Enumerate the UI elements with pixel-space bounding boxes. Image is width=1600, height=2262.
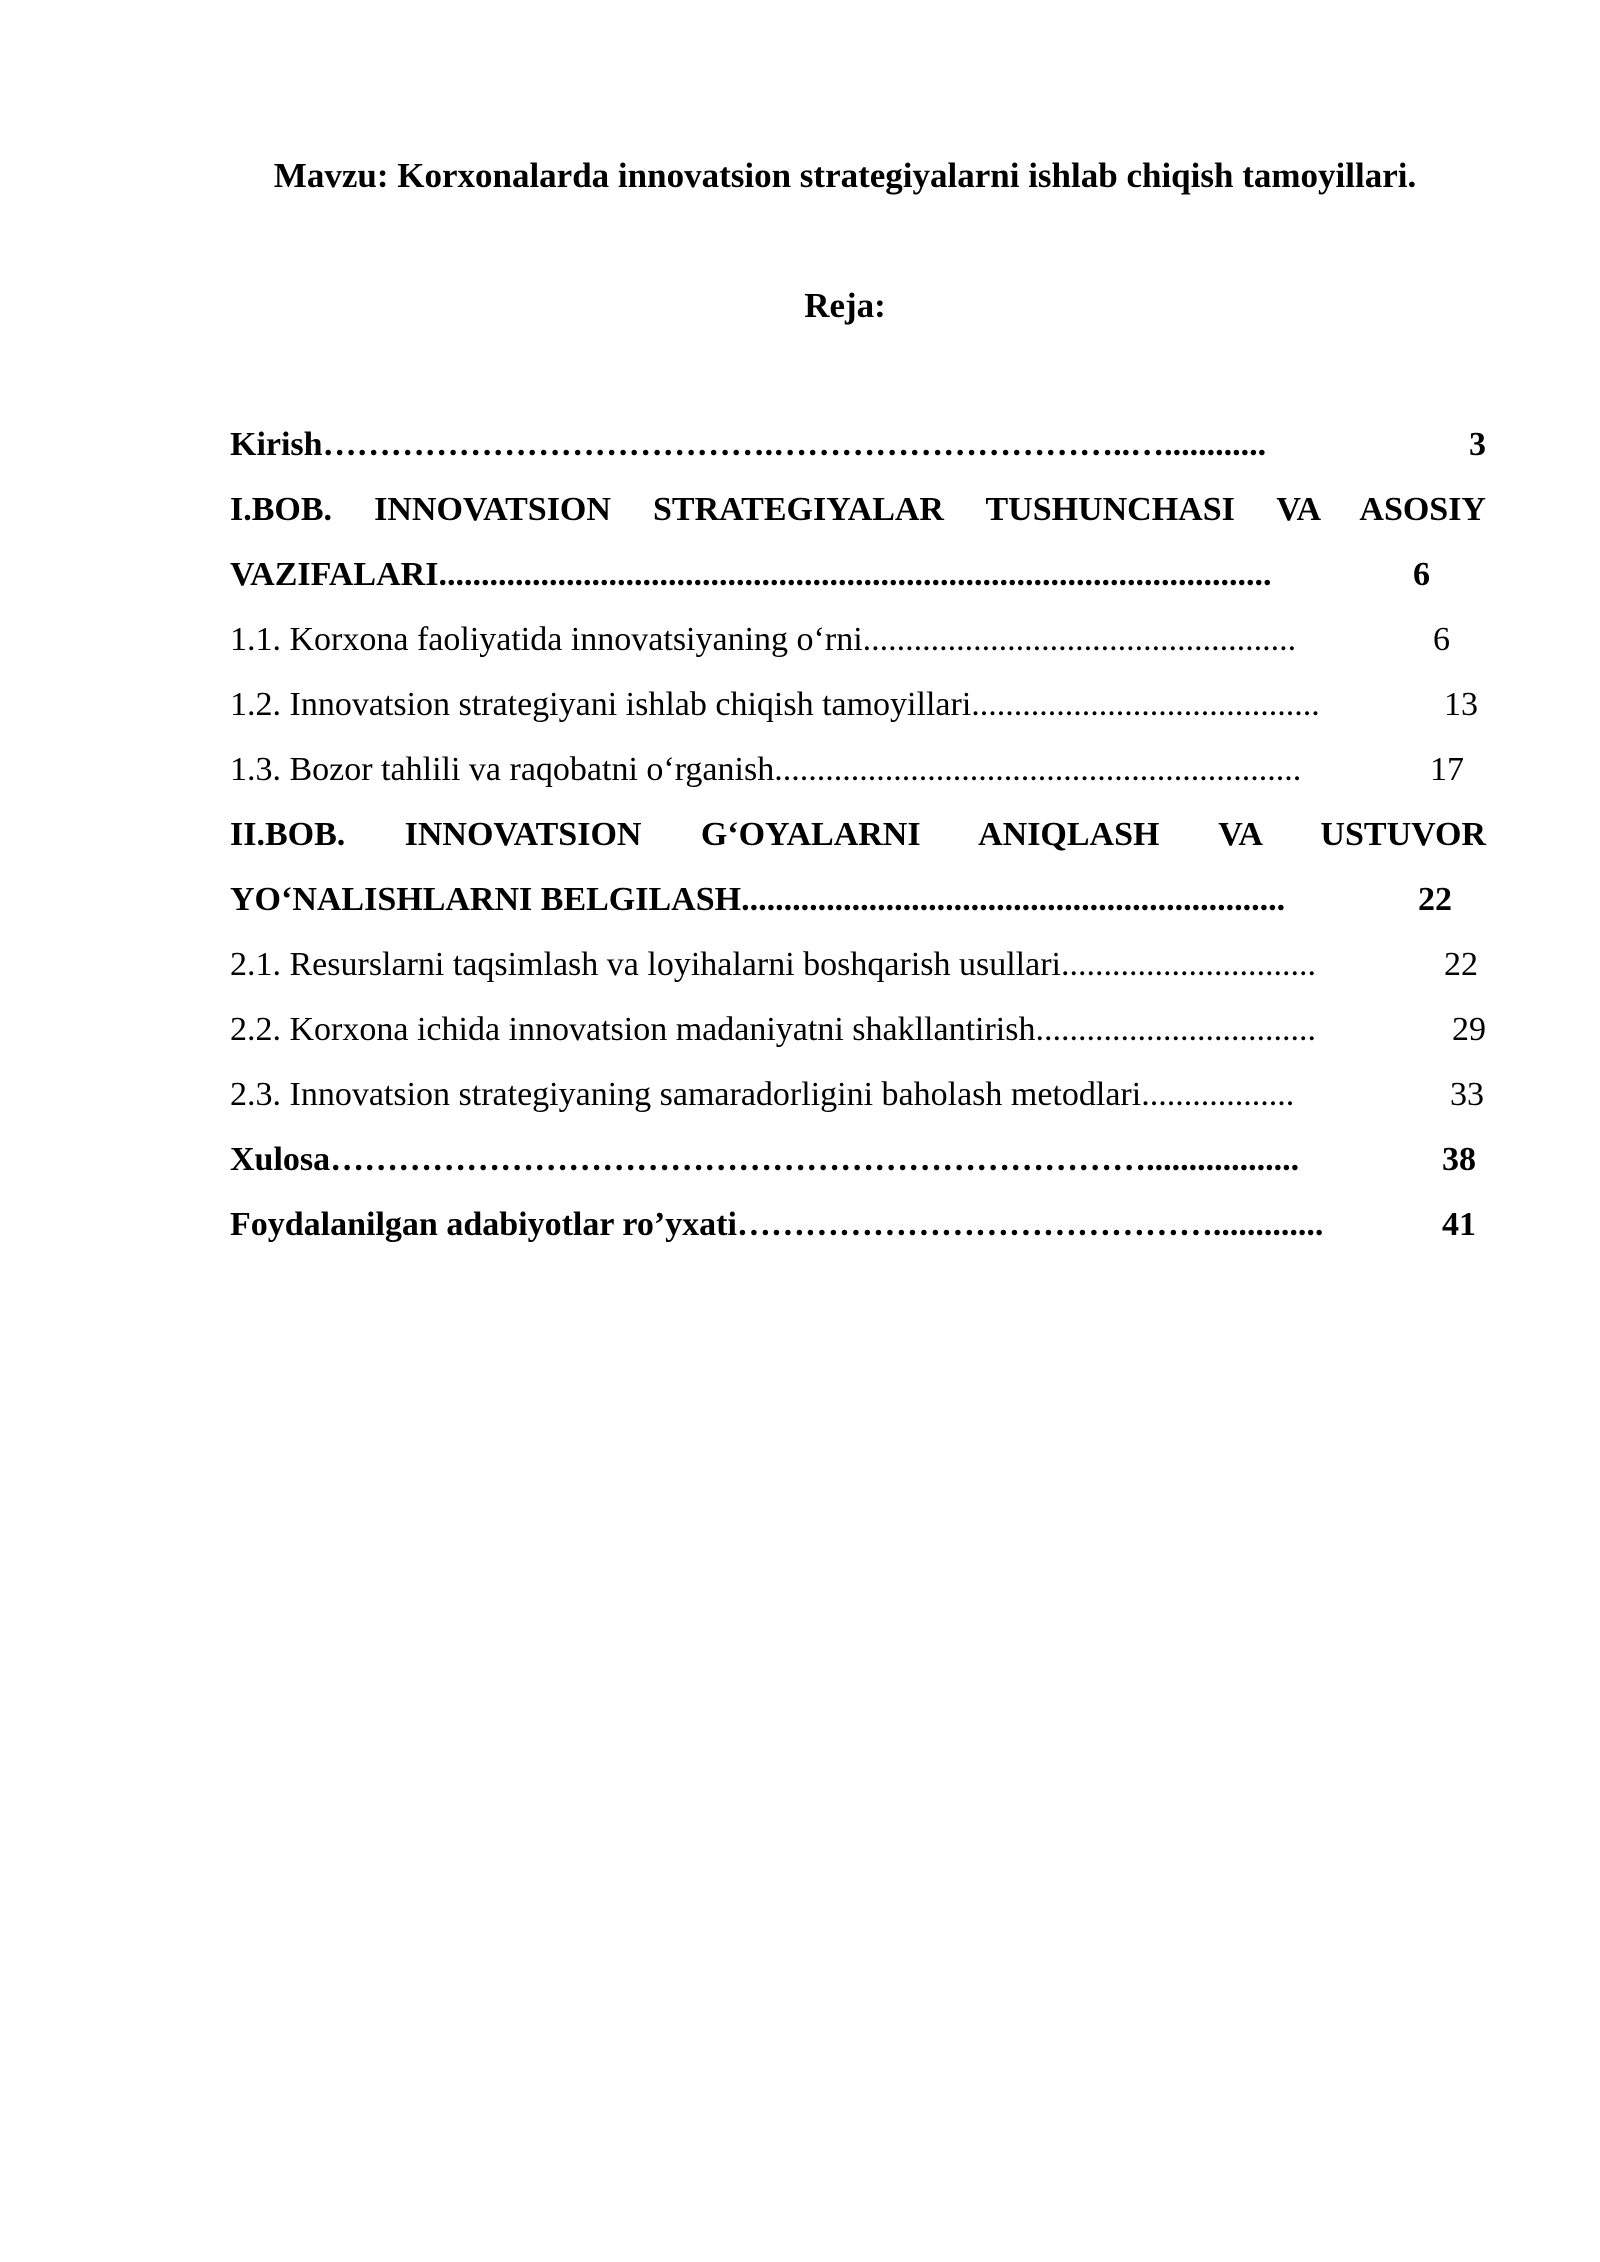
- toc-entry-label: YO‘NALISHLARNI BELGILASH: [230, 881, 742, 918]
- toc-entry-label: Kirish: [230, 426, 323, 463]
- toc-chapter-2-title: [230, 802, 1486, 867]
- toc-leader: ..............................................................: [774, 751, 1302, 788]
- toc-page-number: 6: [1433, 621, 1450, 658]
- toc-chapter-1-continuation: [230, 542, 1430, 607]
- toc-entry-2-1: [230, 932, 1478, 997]
- toc-entry-label: 1.2. Innovatsion strategiyani ishlab chiqish tamoyillari: [230, 686, 972, 723]
- toc-entry-label: 2.1. Resurslarni taqsimlash va loyihalarni boshqarish usullari: [230, 946, 1061, 983]
- toc-chapter-2-line: II.BOB. INNOVATSION G‘OYALARNI ANIQLASH VA USTUVOR: [230, 816, 1486, 853]
- toc-page-number: 13: [1444, 686, 1478, 723]
- toc-leader: .................................: [1035, 1011, 1316, 1048]
- toc-page-number: 33: [1450, 1076, 1484, 1113]
- toc-entry-label: 2.3. Innovatsion strategiyaning samaradorligini baholash metodlari: [230, 1076, 1142, 1113]
- toc-leader: ..................................................................................................: [438, 556, 1272, 593]
- toc-page-number: 3: [1469, 426, 1486, 463]
- toc-entry-kirish: [230, 412, 1486, 477]
- toc-entry-xulosa: [230, 1127, 1476, 1192]
- toc-entry-label: 2.2. Korxona ichida innovatsion madaniyatni shakllantirish: [230, 1011, 1036, 1048]
- toc-entry-2-2: [230, 997, 1486, 1062]
- toc-entry-label: VAZIFALARI: [230, 556, 439, 593]
- toc-page-number: 29: [1452, 1011, 1486, 1048]
- toc-entry-label: Foydalanilgan adabiyotlar ro’yxati: [230, 1206, 737, 1243]
- toc-chapter-1-title: [230, 477, 1486, 542]
- toc-entry-adabiyotlar: [230, 1192, 1476, 1257]
- toc-entry-1-1: [230, 607, 1450, 672]
- toc-entry-1-3: [230, 737, 1464, 802]
- toc-chapter-2-continuation: [230, 867, 1452, 932]
- toc-page-number: 38: [1442, 1141, 1476, 1178]
- toc-leader: ...................................................: [862, 621, 1297, 658]
- toc-entry-label: 1.1. Korxona faoliyatida innovatsiyaning o‘rni: [230, 621, 863, 658]
- table-of-contents: [230, 412, 1486, 1257]
- toc-page-number: 6: [1413, 556, 1430, 593]
- toc-chapter-1-line: I.BOB. INNOVATSION STRATEGIYALAR TUSHUNCHASI VA ASOSIY: [230, 491, 1486, 528]
- toc-page-number: 22: [1444, 946, 1478, 983]
- toc-entry-label: Xulosa: [230, 1141, 331, 1178]
- toc-entry-label: 1.3. Bozor tahlili va raqobatni o‘rganish: [230, 751, 775, 788]
- toc-leader: ………………………………….…………………………..…............: [322, 426, 1267, 463]
- toc-page-number: 22: [1418, 881, 1452, 918]
- toc-entry-2-3: [230, 1062, 1484, 1127]
- toc-page-number: 41: [1442, 1206, 1476, 1243]
- document-title: Mavzu: Korxonalarda innovatsion strategiyalarni ishlab chiqish tamoyillari.: [273, 156, 1417, 195]
- toc-leader: ..............................: [1060, 946, 1316, 983]
- toc-leader: …………………………………….............: [736, 1206, 1324, 1243]
- toc-entry-1-2: [230, 672, 1478, 737]
- plan-heading: Reja:: [804, 286, 886, 325]
- toc-leader: .........................................: [971, 686, 1320, 723]
- toc-leader: ………………………………………………………………..................: [330, 1141, 1300, 1178]
- toc-page-number: 17: [1430, 751, 1464, 788]
- toc-leader: ..................: [1141, 1076, 1295, 1113]
- toc-leader: ................................................................: [741, 881, 1286, 918]
